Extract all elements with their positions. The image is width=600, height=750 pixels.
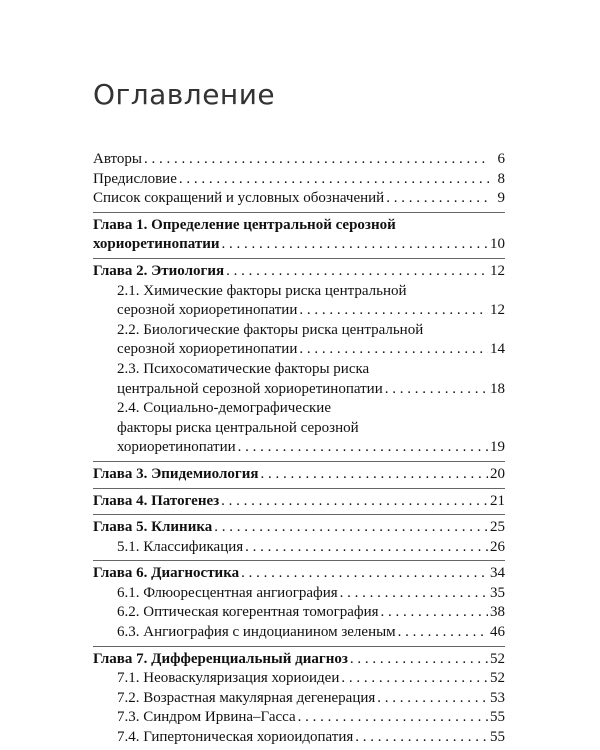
toc-chapter-4[interactable]: [93, 492, 505, 512]
page-number: 53: [490, 689, 505, 706]
page-number: 19: [490, 439, 505, 456]
entry-title-cont: хориоретинопатии: [93, 236, 220, 253]
entry-title: 2.2. Биологические факторы риска центральной: [117, 321, 424, 338]
entry-title: 2.3. Психосоматические факторы риска: [117, 360, 370, 377]
entry-title: Глава 2. Этиология: [93, 262, 225, 279]
chapter-divider: [93, 212, 505, 213]
page-number: 12: [490, 302, 505, 319]
toc-section-5-1[interactable]: [117, 538, 505, 558]
entry-title-cont: факторы риска центральной серозной: [117, 419, 359, 436]
page-number: 6: [497, 151, 505, 167]
toc-entry-authors[interactable]: [93, 150, 505, 170]
page-number: 8: [497, 170, 505, 187]
entry-title: Глава 5. Клиника: [93, 519, 213, 536]
entry-title: Глава 1. Определение центральной серозной: [93, 216, 396, 233]
page-number: 9: [497, 190, 505, 207]
toc-entry-abbreviations[interactable]: [93, 189, 505, 209]
entry-title-cont: центральной серозной хориоретинопатии: [117, 380, 383, 397]
toc-section-6-3[interactable]: [117, 623, 505, 643]
toc-chapter-7[interactable]: [93, 650, 505, 670]
entry-title: Глава 4. Патогенез: [93, 492, 220, 509]
page-number: 55: [490, 709, 505, 726]
entry-title: Глава 3. Эпидемиология: [93, 465, 259, 482]
page-number: 55: [490, 729, 505, 746]
toc-chapter-2[interactable]: [93, 262, 505, 282]
entry-title: Глава 7. Дифференциальный диагноз: [93, 650, 348, 667]
entry-title-cont: серозной хориоретинопатии: [117, 341, 298, 358]
page-number: 18: [490, 380, 505, 397]
toc-chapter-5[interactable]: [93, 518, 505, 538]
toc-section-7-3[interactable]: [117, 708, 505, 728]
toc-section-6-1[interactable]: [117, 584, 505, 604]
entry-title: Глава 6. Диагностика: [93, 565, 240, 582]
entry-title: 7.1. Неоваскуляризация хориоидеи: [117, 670, 340, 687]
entry-title: 7.2. Возрастная макулярная дегенерация: [117, 689, 376, 706]
entry-title: 2.1. Химические факторы риска центральной: [117, 282, 407, 299]
toc-section-2-1[interactable]: [117, 282, 505, 321]
toc-chapter-3[interactable]: [93, 465, 505, 485]
entry-title: 6.3. Ангиография с индоцианином зеленым: [117, 624, 396, 641]
toc-section-6-2[interactable]: [117, 603, 505, 623]
entry-title: 6.1. Флюоресцентная ангиография: [117, 584, 338, 601]
page-number: 26: [490, 538, 505, 555]
entry-title-cont: серозной хориоретинопатии: [117, 302, 298, 319]
page-number: 25: [490, 519, 505, 536]
page-number: 52: [490, 670, 505, 687]
page-number: 38: [490, 604, 505, 621]
chapter-divider: [93, 560, 505, 561]
entry-title: Список сокращений и условных обозначений: [93, 190, 385, 207]
toc-section-7-1[interactable]: [117, 669, 505, 689]
toc-section-2-2[interactable]: [117, 321, 505, 360]
entry-title-cont: хориоретинопатии: [117, 439, 236, 456]
toc-section-2-4[interactable]: [117, 399, 505, 458]
page-number: 10: [490, 236, 505, 253]
page-number: 35: [490, 584, 505, 601]
entry-title: 7.3. Синдром Ирвина–Гасса: [117, 709, 296, 726]
page-number: 34: [490, 565, 505, 582]
entry-title: 5.1. Классификация: [117, 538, 244, 555]
toc-chapter-1[interactable]: [93, 216, 505, 255]
page-number: 14: [490, 341, 505, 358]
page-title: Оглавление: [93, 78, 276, 111]
page-number: 20: [490, 465, 505, 482]
page-number: 21: [490, 492, 505, 509]
page-number: 12: [490, 262, 505, 279]
toc-section-2-3[interactable]: [117, 360, 505, 399]
toc-section-7-2[interactable]: [117, 689, 505, 709]
page-number: 52: [490, 650, 505, 667]
chapter-divider: [93, 258, 505, 259]
toc-chapter-6[interactable]: [93, 564, 505, 584]
entry-title: 7.4. Гипертоническая хориоидопатия: [117, 729, 354, 746]
chapter-divider: [93, 488, 505, 489]
entry-title: Предисловие: [93, 170, 177, 187]
entry-title: 2.4. Социально-демографические: [117, 400, 331, 417]
toc-entry-preface[interactable]: [93, 170, 505, 190]
page-number: 46: [490, 624, 505, 641]
toc-section-7-4[interactable]: [117, 728, 505, 748]
chapter-divider: [93, 461, 505, 462]
entry-title: Авторы: [93, 151, 142, 167]
entry-title: 6.2. Оптическая когерентная томография: [117, 604, 379, 621]
table-of-contents: [93, 150, 505, 748]
chapter-divider: [93, 514, 505, 515]
chapter-divider: [93, 646, 505, 647]
